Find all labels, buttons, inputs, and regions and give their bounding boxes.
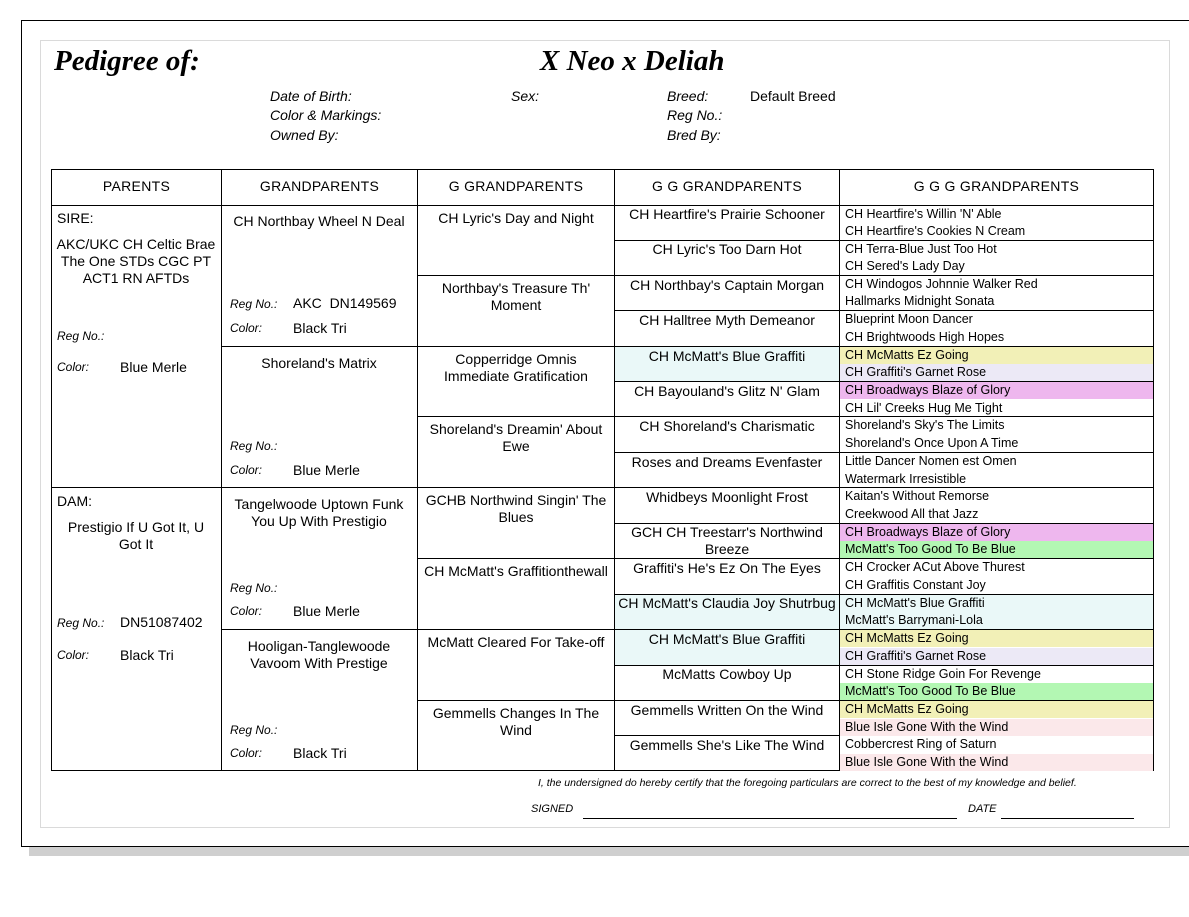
gg-grandparent-name: CH Bayouland's Glitz N' Glam — [634, 383, 820, 399]
sire-color-label: Color: — [57, 360, 90, 374]
ggg-grandparent-name: McMatt's Too Good To Be Blue — [840, 683, 1153, 700]
gg-grandparent-name: CH Shoreland's Charismatic — [639, 418, 815, 434]
ggg-grandparent-name: CH McMatts Ez Going — [840, 347, 1153, 364]
gg-grandparent-name: CH McMatt's Claudia Joy Shutrbug — [618, 595, 836, 611]
g-grandparents-divider — [417, 487, 615, 488]
ggg-grandparent-name: Blue Isle Gone With the Wind — [840, 754, 1153, 771]
gg-grandparent-name: Graffiti's He's Ez On The Eyes — [633, 560, 821, 576]
bred-by-label: Bred By: — [667, 127, 721, 143]
grandparents-divider — [221, 346, 418, 347]
ggg-grandparent-name: Hallmarks Midnight Sonata — [845, 294, 995, 308]
dog-name: X Neo x Deliah — [540, 45, 725, 77]
grandparent-color-value: Black Tri — [293, 745, 347, 761]
header-grandparents: GRANDPARENTS — [259, 178, 380, 194]
date-line[interactable] — [1001, 818, 1134, 819]
grandparent-color-label: Color: — [230, 463, 263, 477]
grandparent-color-label: Color: — [230, 604, 263, 618]
grandparent-color-value: Black Tri — [293, 320, 347, 336]
table-left-border — [51, 169, 52, 771]
sire-color-value: Blue Merle — [120, 359, 187, 375]
dam-reg-value: DN51087402 — [120, 614, 203, 630]
gg-grandparent-name: Gemmells She's Like The Wind — [629, 737, 825, 753]
grandparents-divider — [221, 487, 418, 488]
gg-grandparent-name: CH McMatt's Blue Graffiti — [648, 348, 806, 364]
ggg-grandparent-name: CH Broadways Blaze of Glory — [840, 382, 1153, 399]
g-grandparent-name: CH Lyric's Day and Night — [438, 210, 594, 226]
ggg-grandparent-name: CH Graffitis Constant Joy — [845, 578, 986, 592]
dob-label: Date of Birth: — [270, 88, 352, 104]
ggg-grandparent-name: Shoreland's Sky's The Limits — [845, 418, 1005, 432]
breed-label: Breed: — [667, 88, 709, 104]
ggg-grandparent-name: Kaitan's Without Remorse — [845, 489, 990, 503]
g-grandparents-divider — [417, 558, 615, 559]
dam-label: DAM: — [57, 493, 92, 509]
g-grandparents-divider — [417, 629, 615, 630]
ggg-grandparent-name: CH Graffiti's Garnet Rose — [840, 648, 1153, 665]
gg-grandparent-name: Whidbeys Moonlight Frost — [646, 489, 808, 505]
grandparent-name: CH Northbay Wheel N Deal — [233, 213, 405, 229]
color-markings-label: Color & Markings: — [270, 107, 382, 123]
dam-color-value: Black Tri — [120, 647, 174, 663]
gg-grandparent-name: Roses and Dreams Evenfaster — [631, 454, 823, 470]
ggg-grandparent-name: Blue Isle Gone With the Wind — [840, 719, 1153, 736]
sex-label: Sex: — [511, 88, 540, 104]
g-grandparents-divider — [417, 275, 615, 276]
ggg-grandparent-name: CH Graffiti's Garnet Rose — [840, 364, 1153, 381]
ggg-grandparent-name: McMatt's Barrymani-Lola — [840, 612, 1153, 629]
grandparent-name: Shoreland's Matrix — [261, 355, 377, 371]
ggg-grandparent-name: Shoreland's Once Upon A Time — [845, 436, 1019, 450]
header-parents: PARENTS — [102, 178, 171, 194]
grandparent-name: Hooligan-Tanglewoode Vavoom With Prestige — [247, 638, 391, 671]
dam-color-label: Color: — [57, 648, 90, 662]
column-divider — [221, 169, 222, 771]
grandparent-color-value: Blue Merle — [293, 603, 360, 619]
table-right-border — [1153, 169, 1154, 771]
grandparent-reg-label: Reg No.: — [230, 581, 278, 595]
certification-text: I, the undersigned do hereby certify that the foregoing particulars are correct to the best of my knowledge and belief. — [538, 777, 1077, 789]
ggg-grandparent-name: Watermark Irresistible — [845, 472, 967, 486]
g-grandparents-divider — [417, 700, 615, 701]
ggg-grandparent-name: CH Crocker ACut Above Thurest — [845, 560, 1025, 574]
gg-grandparent-name: CH Lyric's Too Darn Hot — [652, 241, 802, 257]
sire-name: AKC/UKC CH Celtic Brae The One STDs CGC PT ACT1 RN AFTDs — [56, 236, 216, 286]
ggg-grandparent-name: CH McMatts Ez Going — [840, 630, 1153, 647]
column-divider — [417, 169, 418, 771]
gg-grandparent-name: CH Heartfire's Prairie Schooner — [629, 206, 825, 222]
g-grandparents-divider — [417, 346, 615, 347]
sire-label: SIRE: — [57, 210, 94, 226]
ggg-grandparent-name: CH McMatts Ez Going — [840, 701, 1153, 718]
grandparent-name: Tangelwoode Uptown Funk You Up With Prestigio — [234, 496, 404, 529]
grandparent-reg-label: Reg No.: — [230, 723, 278, 737]
signed-label: SIGNED — [531, 803, 574, 815]
grandparent-color-value: Blue Merle — [293, 462, 360, 478]
ggg-grandparent-name: CH Stone Ridge Goin For Revenge — [845, 667, 1041, 681]
signature-line[interactable] — [583, 818, 957, 819]
g-grandparent-name: Gemmells Changes In The Wind — [432, 705, 600, 738]
grandparent-color-label: Color: — [230, 746, 263, 760]
header-ggg-grandparents: G G G GRANDPARENTS — [913, 178, 1080, 194]
dam-reg-label: Reg No.: — [57, 616, 105, 630]
ggg-grandparent-name: CH Heartfire's Cookies N Cream — [845, 224, 1026, 238]
ggg-grandparent-name: CH Heartfire's Willin 'N' Able — [845, 207, 1002, 221]
ggg-grandparent-name: CH Terra-Blue Just Too Hot — [845, 242, 997, 256]
gg-grandparent-name: GCH CH Treestarr's Northwind Breeze — [631, 524, 823, 557]
gg-grandparent-name: Gemmells Written On the Wind — [630, 702, 824, 718]
g-grandparent-name: Copperridge Omnis Immediate Gratification — [444, 351, 588, 384]
ggg-grandparent-name: McMatt's Too Good To Be Blue — [840, 541, 1153, 558]
grandparent-reg-label: Reg No.: — [230, 297, 278, 311]
g-grandparents-divider — [417, 416, 615, 417]
ggg-grandparent-name: CH Sered's Lady Day — [845, 259, 965, 273]
grandparent-reg-label: Reg No.: — [230, 439, 278, 453]
ggg-grandparent-name: CH Lil' Creeks Hug Me Tight — [845, 401, 1003, 415]
gg-grandparent-name: McMatts Cowboy Up — [662, 666, 792, 682]
g-grandparent-name: CH McMatt's Graffitionthewall — [424, 563, 608, 579]
g-grandparent-name: Northbay's Treasure Th' Moment — [441, 280, 591, 313]
breed-value: Default Breed — [750, 88, 836, 104]
parents-divider — [51, 487, 222, 488]
dam-name: Prestigio If U Got It, U Got It — [67, 519, 205, 552]
g-grandparent-name: McMatt Cleared For Take-off — [427, 634, 605, 650]
gg-grandparent-name: CH Halltree Myth Demeanor — [639, 312, 815, 328]
header-gg-grandparents: G G GRANDPARENTS — [651, 178, 802, 194]
grandparent-color-label: Color: — [230, 321, 263, 335]
sire-reg-label: Reg No.: — [57, 329, 105, 343]
g-grandparent-name: GCHB Northwind Singin' The Blues — [425, 492, 607, 525]
header-g-grandparents: G GRANDPARENTS — [448, 178, 584, 194]
ggg-grandparent-name: Blueprint Moon Dancer — [845, 312, 973, 326]
pedigree-title: Pedigree of: — [54, 45, 200, 77]
owned-by-label: Owned By: — [270, 127, 339, 143]
ggg-grandparent-name: CH McMatt's Blue Graffiti — [840, 595, 1153, 612]
ggg-grandparent-name: Cobbercrest Ring of Saturn — [845, 737, 997, 751]
gg-grandparent-name: CH McMatt's Blue Graffiti — [648, 631, 806, 647]
ggg-grandparent-name: Little Dancer Nomen est Omen — [845, 454, 1017, 468]
date-label: DATE — [968, 803, 997, 815]
ggg-grandparent-name: Creekwood All that Jazz — [845, 507, 979, 521]
grandparent-reg-value: AKC DN149569 — [293, 295, 397, 311]
reg-label: Reg No.: — [667, 107, 723, 123]
ggg-grandparent-name: CH Brightwoods High Hopes — [845, 330, 1005, 344]
g-grandparent-name: Shoreland's Dreamin' About Ewe — [429, 421, 603, 454]
ggg-grandparent-name: CH Windogos Johnnie Walker Red — [845, 277, 1038, 291]
gg-grandparent-name: CH Northbay's Captain Morgan — [629, 277, 825, 293]
ggg-grandparent-name: CH Broadways Blaze of Glory — [840, 524, 1153, 541]
grandparents-divider — [221, 629, 418, 630]
